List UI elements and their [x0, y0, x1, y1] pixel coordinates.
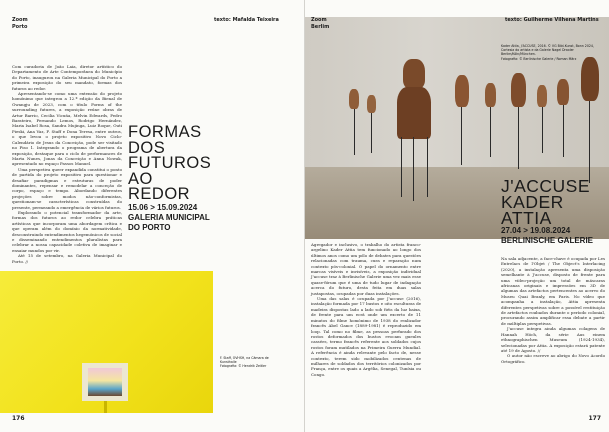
dates-line: DO PORTO	[128, 223, 171, 232]
photo-credit	[501, 44, 605, 61]
stand-pole	[563, 105, 564, 157]
paragraph: Com curadoria de João Laia, diretor artístico do Departamento de Arte Contemporânea do Município do Porto, inaugurou na Galeria Municipal do Porto a primeira exposição do seu mandato, formas dos futuros ao redor.	[12, 64, 122, 91]
exhibition-dates	[128, 203, 210, 233]
stand-pole	[518, 107, 519, 169]
body-column-2	[501, 256, 605, 364]
left-page	[0, 0, 304, 432]
paragraph: Na sala adjacente, a face-chave é ocupada por Les Entrelacs de l'Objet / The Object's Interlacing (2020), a instalação apresenta uma disposição semelhante à J'accuse, disposto de frente para uma vídeo-projeção um total de máscaras africanas originais e impressões em 3D de algumas das artefactos pertencentes ao acervo do Museu Quai Branly, em Paris. No vídeo que acompanha a instalação, Attia apresenta diferentes perspetivas sobre a possível restituição de artefactos roubados durante o período colonial, procurando assim amplificar essa debate a partir de múltiplas perspetivas.	[501, 256, 605, 326]
stand-leg	[401, 137, 402, 197]
exhibition-title	[501, 178, 590, 226]
stand-pole	[589, 101, 590, 183]
section-header	[12, 17, 28, 31]
dates-line: 27.04 > 19.08.2024	[501, 226, 571, 235]
exhibition-title	[128, 125, 211, 203]
paragraph: Apresentando-se como uma extensão do projeto homónimo que integrou a 12.ª edição da Bienal de Gwangju de 2023, com o título Forms of the surrounding futures, a exposição reúne obras de Artur Barrio, Cecilia Vicuña, Melvin Edwards, Pedro Barateiro, Fernando Lemos, Rodrigo Hernández, Maria Isabel Rosa, Sandra Mujinga, Luiz Roque, Outi Pieski, Ana Vaz, F. Staff e Dona Teresa, entre outros, o que levou o projeto expositivo Novo Ciclo-Calendário de Jesus da Conceição, pode ser visitado no Piso 1. Integrando o programa de abertura da exposição, destaque para o ciclo de performances de Marta Nunes, Jonas da Conceição e Anna Nowak, apresentado no espaço Passos Manuel.	[12, 91, 122, 167]
page-number: 177	[588, 415, 601, 422]
caption-line: Kunsthalle	[220, 360, 237, 365]
dates-line: 15.06 > 15.09.2024	[128, 203, 198, 212]
installation-photo	[0, 271, 213, 413]
paragraph: Uma das salas é ocupada por J'accuse (2016), instalação formada por 17 bustos e oito esculturas de madeira dispostas lado a lado sob fiéis da luz baixa, de frente para um ecrã onde um excerto de 11 minutos do filme homónimo de 1938 do realizador francês Abel Gance (1889-1981) é reproduzido em loop. Tal como no filme, as pessoas perfurado dos rostos deformados dos bustos evocam gueules cassées, termo francês referente aos soldados cujos rostos foram mutilados na Primeira Guerra Mundial. A referência é ainda relevante pelo facto de, nesse contexto, terem sido mobilizados centenas de milhares de soldados dos territórios colonizados por França, entre os quais a Argélia, Senegal, Tunísia ou Congo.	[311, 296, 421, 377]
title-line: REDOR	[128, 185, 191, 203]
sculpture-head	[403, 59, 425, 89]
city-label: Porto	[12, 24, 28, 30]
dates-line: GALERIA MUNICIPAL	[128, 213, 210, 222]
stand-pole	[461, 107, 462, 165]
sculpture	[537, 85, 547, 107]
page-number: 176	[12, 415, 25, 422]
section-header	[311, 17, 329, 31]
artwork-image	[88, 368, 122, 396]
body-column-1	[311, 242, 421, 377]
sculpture	[557, 79, 569, 105]
title-line: FUTUROS	[128, 154, 212, 172]
stand-pole	[371, 113, 372, 153]
sculpture	[485, 83, 496, 107]
title-line: AO	[128, 169, 153, 188]
artwork-stand	[104, 401, 107, 413]
credit-line: Kader Attia, J'ACCUSE, 2016. © VG Bild-Kunst, Bonn 2024,	[501, 44, 594, 48]
paragraph: J'accuse integra ainda algumas colagens de Hannah Höch, da série Aus einem ethnographischen Museum (1924-1934), selecionadas por Attia. A exposição estará patente até 19 de Agosto. //	[501, 326, 605, 353]
dates-line: BERLINISCHE GALERIE	[501, 236, 594, 245]
sculpture-body	[397, 87, 431, 139]
title-line: KADER	[501, 192, 564, 212]
exhibition-dates	[501, 226, 593, 246]
paragraph: Explorando o potencial transformador da arte, formas dos futuros ao redor celebra práticas artísticas que incorporam uma abordagem crítica e que operam além do domínio da normatividade, desconstruindo entendimentos hegemónicos de social e disseminando entendimentos pluralistas para celebrar a nossa capacidade coletiva de imaginar e ensaiar mundos por vir.	[12, 209, 122, 253]
paragraph: O autor não escreve ao abrigo do Novo Acordo Ortográfico.	[501, 353, 605, 364]
title-line: DOS	[128, 138, 166, 157]
body-column	[12, 64, 122, 264]
author-credit: texto: Mafalda Teixeira	[214, 17, 279, 23]
paragraph: Até 15 de setembro, na Galeria Municipal do Porto. //	[12, 253, 122, 264]
stand-leg	[413, 137, 414, 201]
stand-pole	[542, 107, 543, 153]
sculpture	[367, 95, 376, 113]
sculpture	[581, 57, 599, 101]
section-label: Zoom	[311, 17, 327, 23]
sculpture	[349, 89, 359, 109]
sculpture	[511, 73, 526, 107]
title-line: J'ACCUSE	[501, 176, 591, 196]
sculpture	[455, 75, 469, 107]
image-caption	[220, 356, 300, 369]
credit-line: Fotografia: © Berlinische Galerie / Roman März	[501, 56, 577, 61]
stand-leg	[427, 137, 428, 197]
city-label: Berlim	[311, 24, 330, 30]
author-credit: texto: Guilherme Vilhena Martins	[505, 17, 599, 23]
credit-line: Cortesia do artista e da Galerie Nagel Draxler Berlim/Köln/München.	[501, 48, 574, 57]
caption-line: Fotografia: © Hendrik Zeitler	[220, 364, 267, 369]
stand-pole	[490, 107, 491, 157]
title-line: ATTIA	[501, 208, 552, 228]
caption-line: F. Staff, OVHSH, na Câmara de	[220, 356, 269, 360]
title-line: FORMAS	[128, 123, 202, 141]
right-page	[305, 0, 609, 432]
section-label: Zoom	[12, 17, 28, 23]
paragraph: Agregador e inclusivo, o trabalho do artista franco-argelino Kader Attia tem funcionado ao longo dos últimos anos como um pólo de debates para questões relacionadas com trauma, cura e reparação num contexto pós-colonial. O papel do ornamento entre marcas visíveis e invisíveis, a exposição individual J'accuse traz à Berlinische Galerie uma vez mais esse quase-fórum que é uma de tudo lugar de indagação acerca do futuro, desta feita em duas salas justapostas, ocupadas por duas instalações.	[311, 242, 421, 296]
stand-pole	[354, 109, 355, 155]
paragraph: Uma perspetiva queer expandida constitui o ponto de partida do projeto expositivo para questionar e desafiar paradigmas e estruturas de poder dominantes, repensar e remodelar a conceção de corpo, espaço e tempo. Abordando diferentes projeções sobre modos não-conformistas, questionam-se características construídas do presente, permeando a emergência de vários futuros.	[12, 166, 122, 210]
